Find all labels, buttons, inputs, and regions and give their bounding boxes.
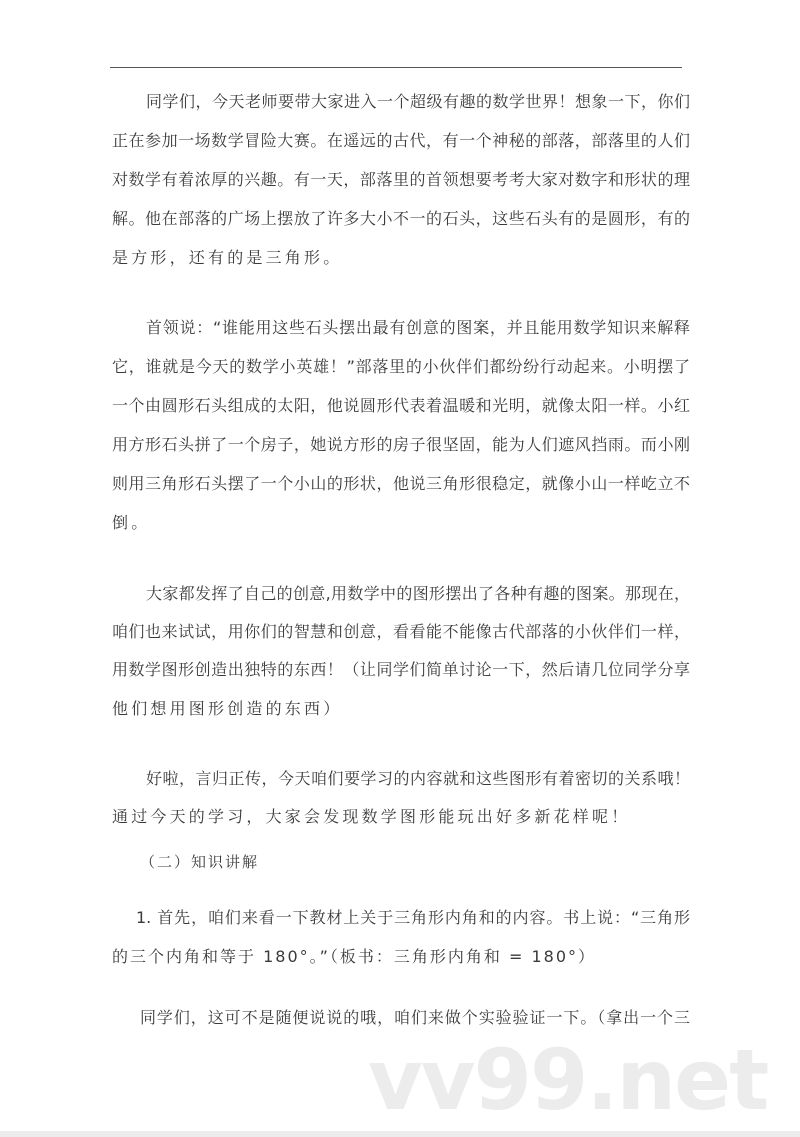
text-line: 对数学有着浓厚的兴趣。有一天，部落里的首领想要考考大家对数字和形状的理 [112,170,690,189]
text-line: 大家都发挥了自己的创意,用数学中的图形摆出了各种有趣的图案。那现在， [146,584,690,603]
text-line: 用方形石头拼了一个房子，她说方形的房子很坚固，能为人们遮风挡雨。而小刚 [112,435,690,454]
text-line: 同学们，这可不是随便说说的哦，咱们来做个实验验证一下。（拿出一个三 [140,1008,690,1027]
text-line: 同学们，今天老师要带大家进入一个超级有趣的数学世界！想象一下，你们 [146,92,690,111]
text-line: 的三个内角和等于 180°。”（板书：三角形内角和 = 180°） [112,947,597,966]
watermark: vv99.net [368,1031,768,1129]
text-line: 则用三角形石头摆了一个小山的形状，他说三角形很稳定，就像小山一样屹立不 [112,474,690,493]
text-line: 解。他在部落的广场上摆放了许多大小不一的石头，这些石头有的是圆形，有的 [112,209,690,228]
text-line: 倒。 [112,513,151,532]
text-line: 是方形，还有的是三角形。 [112,248,343,267]
text-line: 好啦，言归正传，今天咱们要学习的内容就和这些图形有着密切的关系哦！ [146,769,690,788]
text-line: 正在参加一场数学冒险大赛。在遥远的古代，有一个神秘的部落，部落里的人们 [112,131,690,150]
text-line: 他们想用图形创造的东西） [112,699,343,718]
section-heading: （二）知识讲解 [140,853,260,871]
text-line: 一个由圆形石头组成的太阳，他说圆形代表着温暖和光明，就像太阳一样。小红 [112,396,690,415]
text-line: 首领说：“谁能用这些石头摆出最有创意的图案，并且能用数学知识来解释 [146,318,690,337]
text-line: 咱们也来试试，用你们的智慧和创意，看看能不能像古代部落的小伙伴们一样， [112,622,690,641]
text-line: 1. 首先，咱们来看一下教材上关于三角形内角和的内容。书上说：“三角形 [136,908,690,927]
text-line: 用数学图形创造出独特的东西！（让同学们简单讨论一下，然后请几位同学分享 [112,660,690,679]
text-line: 它，谁就是今天的数学小英雄！”部落里的小伙伴们都纷纷行动起来。小明摆了 [112,357,690,376]
text-line: 通过今天的学习，大家会发现数学图形能玩出好多新花样呢！ [112,807,631,826]
page-bottom-edge [0,1131,800,1137]
header-rule [110,67,682,68]
